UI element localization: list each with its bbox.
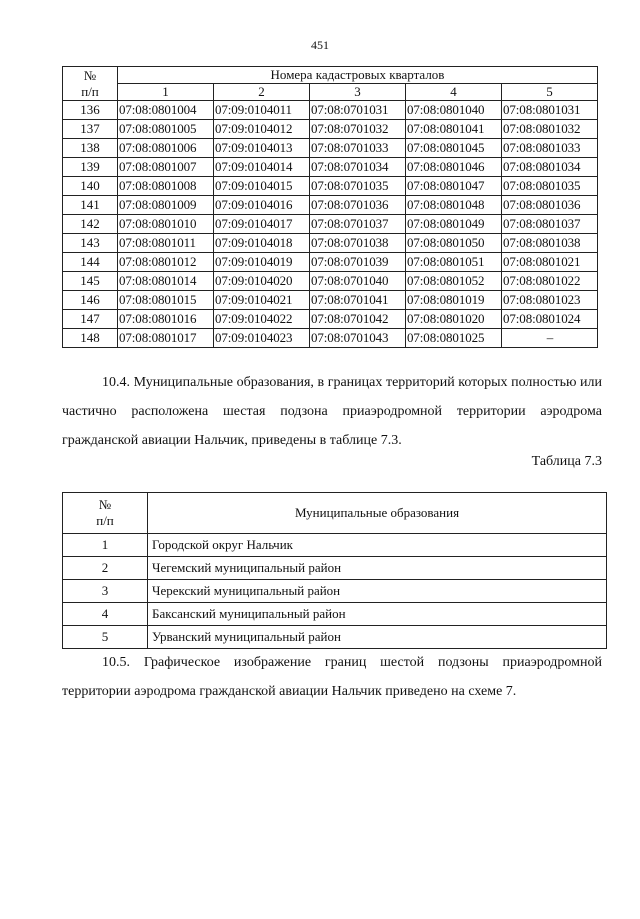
table-row — [63, 626, 607, 649]
cadastral-quarter-number: 07:08:0701038 — [310, 234, 406, 253]
cadastral-quarter-number: 07:08:0801047 — [406, 177, 502, 196]
municipal-table-body — [63, 534, 607, 649]
row-number: 1 — [63, 534, 148, 557]
cadastral-quarter-number: 07:08:0801052 — [406, 272, 502, 291]
row-number-header-line2: п/п — [81, 83, 99, 99]
cadastral-quarter-number: 07:08:0801031 — [502, 101, 598, 120]
mun-number-header — [63, 493, 148, 534]
cadastral-quarter-number: 07:08:0801012 — [118, 253, 214, 272]
cadastral-quarter-number: 07:08:0801004 — [118, 101, 214, 120]
cadastral-quarter-number: 07:09:0104019 — [214, 253, 310, 272]
cadastral-quarter-number: 07:09:0104012 — [214, 120, 310, 139]
cadastral-quarter-number: 07:08:0801008 — [118, 177, 214, 196]
paragraph-10-4-text: 10.4. Муниципальные образования, в границах территорий которых полностью или частично расположена шестая подзона приаэродромной территории аэродрома гражданской авиации Нальчик, приведены в таблице 7.3. — [62, 375, 602, 448]
table-row — [63, 158, 598, 177]
cadastral-quarter-number: 07:08:0801032 — [502, 120, 598, 139]
table-row — [63, 253, 598, 272]
cadastral-quarter-number: 07:09:0104011 — [214, 101, 310, 120]
table-row — [63, 534, 607, 557]
paragraph-10-5 — [62, 648, 602, 706]
page-number: 451 — [311, 38, 329, 52]
table-row — [63, 234, 598, 253]
cadastral-quarter-number: 07:08:0801036 — [502, 196, 598, 215]
cadastral-quarter-number: 07:08:0801017 — [118, 329, 214, 348]
cadastral-quarter-number: 07:08:0801050 — [406, 234, 502, 253]
table-row — [63, 215, 598, 234]
cadastral-quarter-number: 07:08:0801014 — [118, 272, 214, 291]
cadastral-quarter-number: 07:08:0801005 — [118, 120, 214, 139]
cadastral-quarter-number: 07:08:0801015 — [118, 291, 214, 310]
cadastral-quarter-number: 07:09:0104023 — [214, 329, 310, 348]
cadastral-quarters-table — [62, 66, 598, 348]
municipal-formation-name: Черекский муниципальный район — [148, 580, 607, 603]
cadastral-quarter-number: 07:08:0701034 — [310, 158, 406, 177]
municipal-formations-table — [62, 492, 607, 649]
table-row — [63, 291, 598, 310]
row-number: 143 — [63, 234, 118, 253]
column-number-row — [63, 84, 598, 101]
cadastral-quarter-number: 07:08:0701039 — [310, 253, 406, 272]
row-number: 4 — [63, 603, 148, 626]
table-row — [63, 177, 598, 196]
cadastral-quarter-number: 07:08:0801021 — [502, 253, 598, 272]
cadastral-quarter-number: 07:08:0801024 — [502, 310, 598, 329]
cadastral-quarter-number: 07:09:0104022 — [214, 310, 310, 329]
cadastral-quarter-number: 07:08:0801007 — [118, 158, 214, 177]
row-number: 145 — [63, 272, 118, 291]
cadastral-quarter-number: 07:08:0801041 — [406, 120, 502, 139]
cadastral-quarter-number: 07:08:0701032 — [310, 120, 406, 139]
table-row — [63, 580, 607, 603]
cadastral-quarter-number: 07:08:0801010 — [118, 215, 214, 234]
cadastral-quarter-number: 07:08:0801037 — [502, 215, 598, 234]
cadastral-quarter-number: 07:08:0701042 — [310, 310, 406, 329]
row-number-header-line1: № — [83, 67, 97, 83]
table-row — [63, 101, 598, 120]
cadastral-quarter-number: 07:08:0801034 — [502, 158, 598, 177]
municipal-formation-name: Баксанский муниципальный район — [148, 603, 607, 626]
cadastral-quarter-number: 07:08:0801006 — [118, 139, 214, 158]
row-number: 136 — [63, 101, 118, 120]
column-number: 5 — [502, 84, 598, 101]
cadastral-quarter-number: 07:08:0801009 — [118, 196, 214, 215]
cadastral-quarter-number: 07:08:0801049 — [406, 215, 502, 234]
cadastral-quarter-number: 07:08:0701036 — [310, 196, 406, 215]
table-row — [63, 139, 598, 158]
cadastral-quarter-number: 07:09:0104017 — [214, 215, 310, 234]
column-number: 2 — [214, 84, 310, 101]
cadastral-quarter-number: 07:08:0701040 — [310, 272, 406, 291]
cadastral-quarter-number: 07:08:0701033 — [310, 139, 406, 158]
municipal-formation-name: Чегемский муниципальный район — [148, 557, 607, 580]
column-number: 3 — [310, 84, 406, 101]
cadastral-table-body — [63, 101, 598, 348]
cadastral-quarter-number: 07:09:0104020 — [214, 272, 310, 291]
cadastral-quarter-number: 07:08:0801035 — [502, 177, 598, 196]
municipal-formation-name: Городской округ Нальчик — [148, 534, 607, 557]
row-number: 147 — [63, 310, 118, 329]
row-number: 141 — [63, 196, 118, 215]
cadastral-quarter-number: 07:08:0801020 — [406, 310, 502, 329]
mun-name-header: Муниципальные образования — [148, 493, 607, 534]
table-row — [63, 196, 598, 215]
cadastral-quarter-number: 07:08:0801033 — [502, 139, 598, 158]
table-row — [63, 557, 607, 580]
table-row — [63, 310, 598, 329]
cadastral-quarter-number: 07:08:0801025 — [406, 329, 502, 348]
column-number: 4 — [406, 84, 502, 101]
table-caption: Таблица 7.3 — [531, 454, 602, 469]
cadastral-quarter-number: 07:08:0801011 — [118, 234, 214, 253]
row-number: 138 — [63, 139, 118, 158]
cadastral-quarter-number: 07:09:0104013 — [214, 139, 310, 158]
row-number: 144 — [63, 253, 118, 272]
cadastral-quarter-number: 07:08:0701041 — [310, 291, 406, 310]
row-number-header — [63, 67, 118, 101]
mun-number-header-line2: п/п — [96, 513, 114, 528]
cadastral-quarter-number: 07:08:0801046 — [406, 158, 502, 177]
cadastral-quarter-number: 07:08:0701037 — [310, 215, 406, 234]
cadastral-quarter-number: 07:09:0104018 — [214, 234, 310, 253]
table-row — [63, 329, 598, 348]
paragraph-10-4 — [62, 368, 602, 455]
cadastral-quarter-number: 07:08:0801048 — [406, 196, 502, 215]
column-number: 1 — [118, 84, 214, 101]
cadastral-quarter-number: 07:08:0801040 — [406, 101, 502, 120]
row-number: 142 — [63, 215, 118, 234]
row-number: 5 — [63, 626, 148, 649]
paragraph-10-5-text: 10.5. Графическое изображение границ шестой подзоны приаэродромной территории аэродрома гражданской авиации Нальчик приведено на схеме 7. — [62, 655, 602, 699]
cadastral-quarter-number: 07:08:0701035 — [310, 177, 406, 196]
table-row — [63, 272, 598, 291]
mun-number-header-line1: № — [98, 497, 112, 512]
cadastral-quarter-number: 07:09:0104016 — [214, 196, 310, 215]
cadastral-quarter-number: 07:08:0701043 — [310, 329, 406, 348]
row-number: 148 — [63, 329, 118, 348]
cadastral-quarter-number: 07:08:0801038 — [502, 234, 598, 253]
cadastral-quarter-number: 07:08:0801051 — [406, 253, 502, 272]
cadastral-quarter-number: 07:08:0801016 — [118, 310, 214, 329]
cadastral-quarter-number: 07:08:0801019 — [406, 291, 502, 310]
table-row — [63, 120, 598, 139]
row-number: 139 — [63, 158, 118, 177]
cadastral-quarter-number: 07:09:0104021 — [214, 291, 310, 310]
row-number: 146 — [63, 291, 118, 310]
cadastral-quarter-number: 07:09:0104014 — [214, 158, 310, 177]
cadastral-quarter-number: 07:08:0801022 — [502, 272, 598, 291]
cadastral-quarter-number: 07:08:0801045 — [406, 139, 502, 158]
row-number: 137 — [63, 120, 118, 139]
cadastral-quarter-number: 07:08:0801023 — [502, 291, 598, 310]
table-row — [63, 603, 607, 626]
cadastral-group-header: Номера кадастровых кварталов — [118, 67, 598, 84]
row-number: 2 — [63, 557, 148, 580]
cadastral-quarter-number: – — [502, 329, 598, 348]
row-number: 3 — [63, 580, 148, 603]
cadastral-quarter-number: 07:09:0104015 — [214, 177, 310, 196]
row-number: 140 — [63, 177, 118, 196]
municipal-formation-name: Урванский муниципальный район — [148, 626, 607, 649]
cadastral-quarter-number: 07:08:0701031 — [310, 101, 406, 120]
